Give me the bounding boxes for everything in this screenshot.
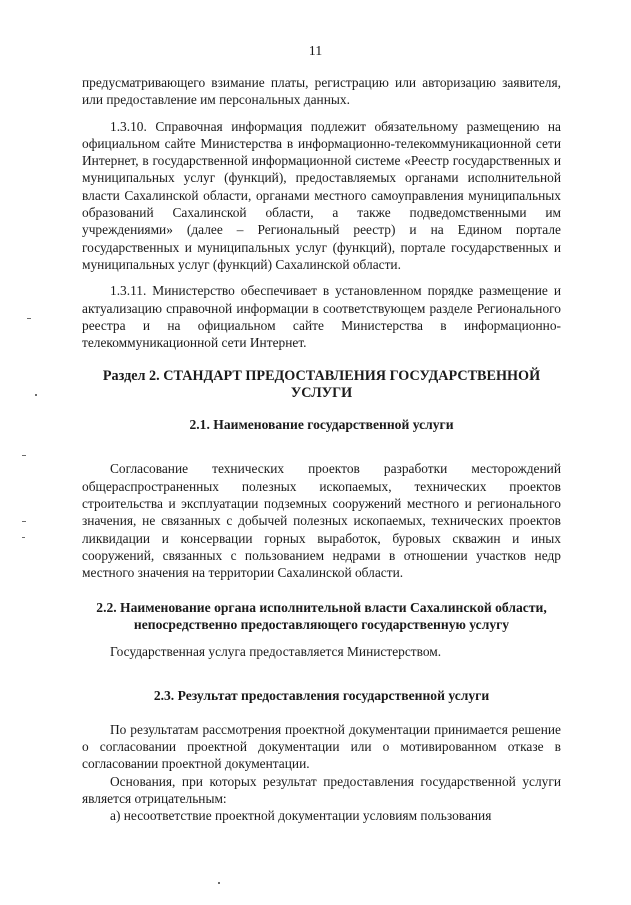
scan-mark xyxy=(22,455,26,456)
paragraph-2-1: Согласование технических проектов разработки месторождений общераспространенных полезных ископаемых, технических проектов строительства и эксплуатации подземных сооружений местного и регионального значения, не связанных с добычей полезных ископаемых, технических проектов ликвидации и консервации горных выработок, буровых скважин и иных сооружений, связанных с пользованием недрами в отношении участков недр местного значения на территории Сахалинской области. xyxy=(82,461,561,581)
heading-2-2: 2.2. Наименование органа исполнительной власти Сахалинской области, непосредственно предоставляющего государственную услугу xyxy=(96,599,547,632)
heading-2-1: 2.1. Наименование государственной услуги xyxy=(189,417,454,433)
paragraph-1-3-10: 1.3.10. Справочная информация подлежит обязательному размещению на официальном сайте Министерства в информационно-телекоммуникационной сети Интернет, в государственной информационной системе «Реестр государственных и муниципальных услуг (функций), предоставляемых органами исполнительной власти Сахалинской области, органами местного самоуправления муниципальных образований Сахалинской области, а также подведомственными им учреждениями» (далее – Региональный реестр) и на Едином портале государственных и муниципальных услуг (функций), портале государственных и муниципальных услуг (функций) Сахалинской области. xyxy=(82,118,561,272)
page-number: 11 xyxy=(308,44,323,59)
scan-mark xyxy=(22,521,26,522)
scan-mark xyxy=(218,882,220,884)
paragraph-continuation: предусматривающего взимание платы, регистрацию или авторизацию заявителя, или предоставление им персональных данных. xyxy=(82,75,561,108)
paragraph-1-3-11: 1.3.11. Министерство обеспечивает в установленном порядке размещение и актуализацию справочной информации в соответствующем разделе Регионального реестра и на официальном сайте Министерства в информационно-телекоммуникационной сети Интернет. xyxy=(82,283,561,351)
section-2-title: Раздел 2. СТАНДАРТ ПРЕДОСТАВЛЕНИЯ ГОСУДАРСТВЕННОЙ УСЛУГИ xyxy=(102,368,541,402)
scan-mark xyxy=(22,537,25,538)
scan-mark xyxy=(27,318,31,319)
document-body xyxy=(82,74,561,825)
paragraph-2-3-grounds: Основания, при которых результат предоставления государственной услуги является отрицательным: xyxy=(82,773,561,807)
scan-mark xyxy=(35,394,37,396)
paragraph-2-3-result: По результатам рассмотрения проектной документации принимается решение о согласовании проектной документации или о мотивированном отказе в согласовании проектной документации. xyxy=(82,721,561,772)
paragraph-2-2: Государственная услуга предоставляется Министерством. xyxy=(110,643,442,659)
heading-2-3: 2.3. Результат предоставления государственной услуги xyxy=(153,687,490,703)
paragraph-2-3-item-a: а) несоответствие проектной документации условиям пользования xyxy=(110,808,492,824)
